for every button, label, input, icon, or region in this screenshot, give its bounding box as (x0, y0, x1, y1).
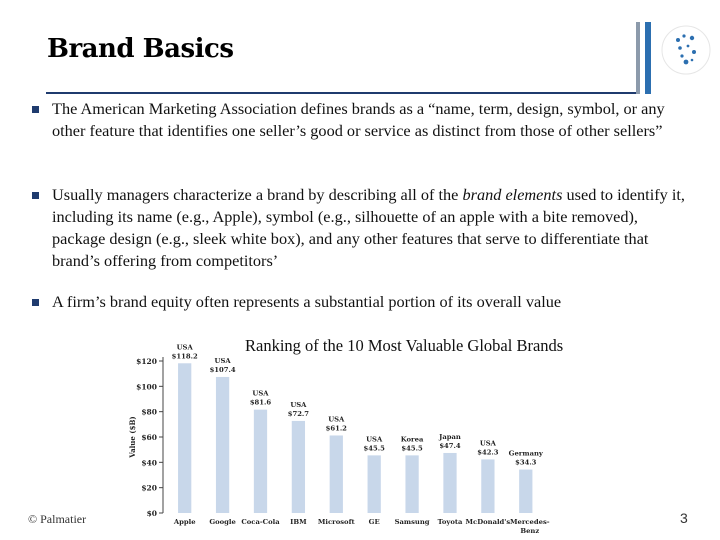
bar-value-label: $34.3 (515, 458, 537, 467)
bullet-text-part: The American Marketing Association defines brands as a “name, term, design, symbol, or any other feature that identifies one seller’s good or service as distinct from those of other sellers” (52, 99, 665, 140)
bar-country-label: USA (479, 439, 496, 448)
accent-bar-gray (636, 22, 640, 94)
bar-country-label: USA (290, 400, 307, 409)
slide-title: Brand Basics (47, 34, 234, 64)
bullet-text-emphasis: brand elements (462, 185, 563, 204)
bar-country-label: USA (328, 415, 345, 424)
dots-logo-icon (660, 22, 712, 78)
x-category-label: Toyota (437, 518, 463, 526)
bullet-marker-icon (32, 192, 39, 199)
bullet-marker-icon (32, 299, 39, 306)
bar-country-label: Korea (400, 435, 424, 444)
y-axis-title: Value ($B) (128, 416, 137, 458)
x-category-label: Apple (173, 518, 196, 526)
y-tick-label: $100 (136, 382, 157, 392)
bar-country-label: USA (214, 356, 231, 365)
bullet-marker-icon (32, 106, 39, 113)
bar-ibm (292, 421, 305, 513)
bar-mcdonald-s (481, 459, 494, 513)
y-tick-label: $80 (141, 407, 157, 417)
bar-country-label: USA (252, 389, 269, 398)
y-tick-label: $60 (141, 433, 157, 442)
x-category-label: IBM (290, 518, 307, 526)
bullet-text (52, 291, 692, 313)
copyright-footer: © Palmatier (28, 512, 87, 526)
bar-country-label: USA (176, 343, 193, 352)
bar-value-label: $118.2 (171, 352, 198, 361)
x-category-label: Samsung (394, 518, 430, 526)
bar-value-label: $45.5 (363, 444, 385, 453)
bar-apple (178, 363, 191, 513)
bar-value-label: $42.3 (477, 448, 499, 457)
bar-toyota (443, 453, 456, 513)
x-category-label: McDonald's (465, 518, 511, 526)
bar-ge (368, 455, 381, 513)
bar-mercedes-benz (519, 470, 532, 513)
x-category-label: Coca-Cola (241, 518, 280, 526)
title-underline (46, 92, 636, 94)
y-tick-label: $0 (146, 509, 157, 518)
bullet-text-part: A firm’s brand equity often represents a substantial portion of its overall value (52, 292, 562, 311)
brand-value-bar-chart (125, 325, 555, 540)
bullet-text-part: Usually managers characterize a brand by describing all of the (52, 185, 463, 204)
bar-value-label: $45.5 (401, 444, 423, 453)
bar-value-label: $61.2 (325, 424, 347, 433)
bullet-text-part: used to identify it, including its name (e.g., Apple), symbol (e.g., silhouette of an apple with a bite removed), package design (e.g., sleek white box), and any other features that serve to differentiate that brand’s offering from competitors’ (52, 185, 685, 270)
bar-value-label: $72.7 (287, 409, 310, 418)
bar-country-label: Germany (508, 449, 543, 458)
bar-coca-cola (254, 410, 267, 513)
x-category-label: Mercedes- (509, 518, 550, 526)
x-category-label: Microsoft (317, 518, 355, 526)
bullet-text (52, 184, 692, 272)
bar-value-label: $107.4 (209, 365, 236, 374)
y-tick-label: $40 (141, 458, 157, 468)
bar-value-label: $81.6 (249, 398, 272, 407)
bar-value-label: $47.4 (439, 441, 461, 450)
bar-country-label: Japan (439, 432, 461, 441)
bar-google (216, 377, 229, 513)
bar-country-label: USA (366, 435, 383, 444)
bar-microsoft (330, 435, 343, 513)
x-category-label: GE (368, 518, 380, 526)
bullet-text (52, 98, 692, 142)
bar-samsung (405, 455, 418, 513)
y-tick-label: $120 (136, 357, 157, 366)
accent-bar-blue (645, 22, 651, 94)
x-category-label: Benz (520, 527, 540, 535)
y-tick-label: $20 (141, 483, 157, 493)
chart-title: Ranking of the 10 Most Valuable Global Brands (245, 336, 564, 355)
x-category-label: Google (209, 518, 236, 526)
page-number: 3 (680, 510, 688, 526)
